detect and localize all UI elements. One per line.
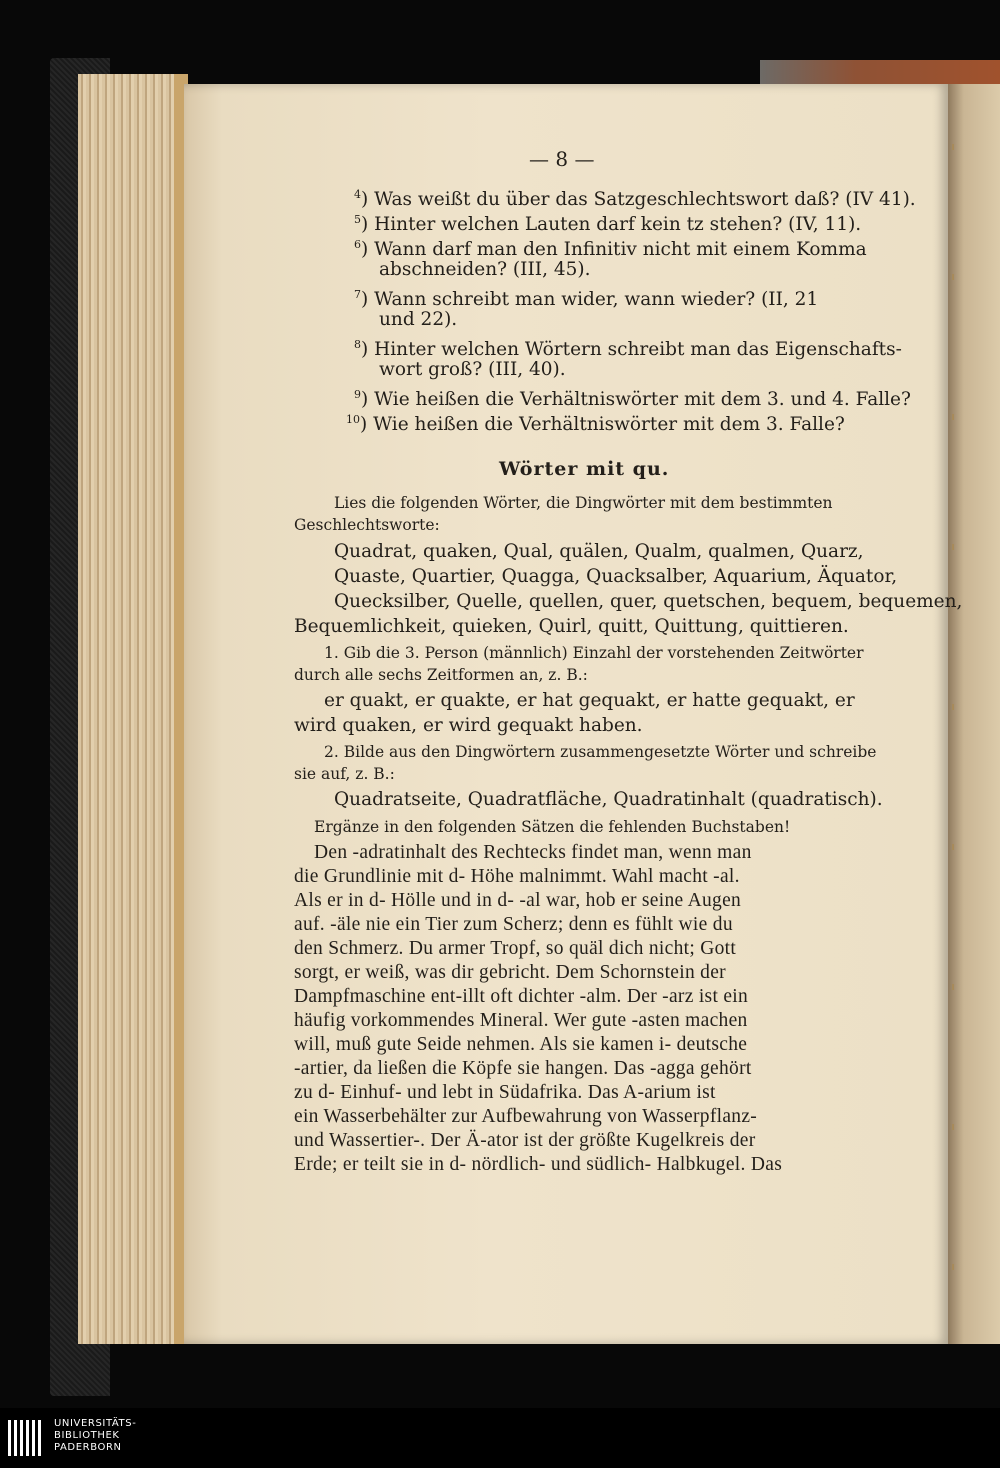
exercise-line-8: häufig vorkommendes Mineral. Wer gute -asten machen — [294, 1010, 748, 1031]
library-logo-text: UNIVERSITÄTS- BIBLIOTHEK PADERBORN — [54, 1418, 137, 1453]
question-7: $^7$) Wann schreibt man wider, wann wieder? (II, 21 — [354, 288, 819, 311]
task-1-line-1: 1. Gib die 3. Person (männlich) Einzahl der vorstehenden Zeitwörter — [324, 644, 864, 662]
question-4: $^4$) Was weißt du über das Satzgeschlechtswort daß? (IV 41). — [354, 188, 916, 211]
wordlist-line-3: Quecksilber, Quelle, quellen, quer, quetschen, bequem, bequemen, — [334, 591, 963, 612]
exercise-line-13: und Wassertier-. Der Ä-ator ist der größte Kugelkreis der — [294, 1130, 756, 1151]
exercise-line-6: sorgt, er weiß, was dir gebricht. Dem Schornstein der — [294, 962, 726, 983]
question-7-cont: und 22). — [379, 309, 458, 330]
question-9: $^9$) Wie heißen die Verhältniswörter mit dem 3. und 4. Falle? — [354, 388, 911, 411]
question-10: $^{10}$) Wie heißen die Verhältniswörter mit dem 3. Falle? — [346, 413, 845, 436]
question-8-cont: wort groß? (III, 40). — [379, 359, 566, 380]
exercise-line-5: den Schmerz. Du armer Tropf, so quäl dich nicht; Gott — [294, 938, 737, 959]
exercise-line-2: die Grundlinie mit d- Höhe malnimmt. Wahl macht -al. — [294, 866, 740, 887]
book-spine-band — [760, 60, 1000, 84]
example-2: Quadratseite, Quadratfläche, Quadratinhalt (quadratisch). — [334, 789, 883, 810]
wordlist-line-4: Bequemlichkeit, quieken, Quirl, quitt, Quittung, quittieren. — [294, 616, 849, 637]
book-page — [184, 84, 963, 1344]
exercise-line-11: zu d- Einhuf- und lebt in Südafrika. Das A-arium ist — [294, 1082, 716, 1103]
library-logo-icon — [8, 1420, 48, 1456]
page-number: — 8 — — [529, 147, 595, 171]
task-1-line-2: durch alle sechs Zeitformen an, z. B.: — [294, 666, 588, 684]
intro-line-2: Geschlechtsworte: — [294, 516, 440, 534]
section-heading: Wörter mit qu. — [499, 458, 670, 480]
exercise-line-10: -artier, da ließen die Köpfe sie hangen. Das -agga gehört — [294, 1058, 752, 1079]
exercise-line-9: will, muß gute Seide nehmen. Als sie kamen i- deutsche — [294, 1034, 748, 1055]
example-1-line-1: er quakt, er quakte, er hat gequakt, er hatte gequakt, er — [324, 690, 855, 711]
exercise-line-1: Den -adratinhalt des Rechtecks findet man, wenn man — [314, 842, 752, 863]
facing-page-edge — [948, 84, 1000, 1344]
task-2-line-2: sie auf, z. B.: — [294, 765, 395, 783]
exercise-line-14: Erde; er teilt sie in d- nördlich- und südlich- Halbkugel. Das — [294, 1154, 783, 1175]
question-5: $^5$) Hinter welchen Lauten darf kein tz stehen? (IV, 11). — [354, 213, 862, 236]
wordlist-line-1: Quadrat, quaken, Qual, quälen, Qualm, qualmen, Quarz, — [334, 541, 864, 562]
question-6-cont: abschneiden? (III, 45). — [379, 259, 591, 280]
wordlist-line-2: Quaste, Quartier, Quagga, Quacksalber, Aquarium, Äquator, — [334, 566, 898, 587]
library-logo — [0, 1408, 1000, 1468]
page-edges — [78, 74, 188, 1344]
task-2-line-1: 2. Bilde aus den Dingwörtern zusammengesetzte Wörter und schreibe — [324, 743, 877, 761]
exercise-line-3: Als er in d- Hölle und in d- -al war, hob er seine Augen — [294, 890, 742, 911]
example-1-line-2: wird quaken, er wird gequakt haben. — [294, 715, 643, 736]
instruction: Ergänze in den folgenden Sätzen die fehlenden Buchstaben! — [314, 818, 791, 836]
exercise-line-7: Dampfmaschine ent-illt oft dichter -alm. Der -arz ist ein — [294, 986, 749, 1007]
exercise-line-12: ein Wasserbehälter zur Aufbewahrung von Wasserpflanz- — [294, 1106, 758, 1127]
intro-line-1: Lies die folgenden Wörter, die Dingwörter mit dem bestimmten — [334, 494, 833, 512]
question-6: $^6$) Wann darf man den Infinitiv nicht mit einem Komma — [354, 238, 867, 261]
question-8: $^8$) Hinter welchen Wörtern schreibt man das Eigenschafts- — [354, 338, 902, 361]
exercise-line-4: auf. -äle nie ein Tier zum Scherz; denn es fühlt wie du — [294, 914, 733, 935]
